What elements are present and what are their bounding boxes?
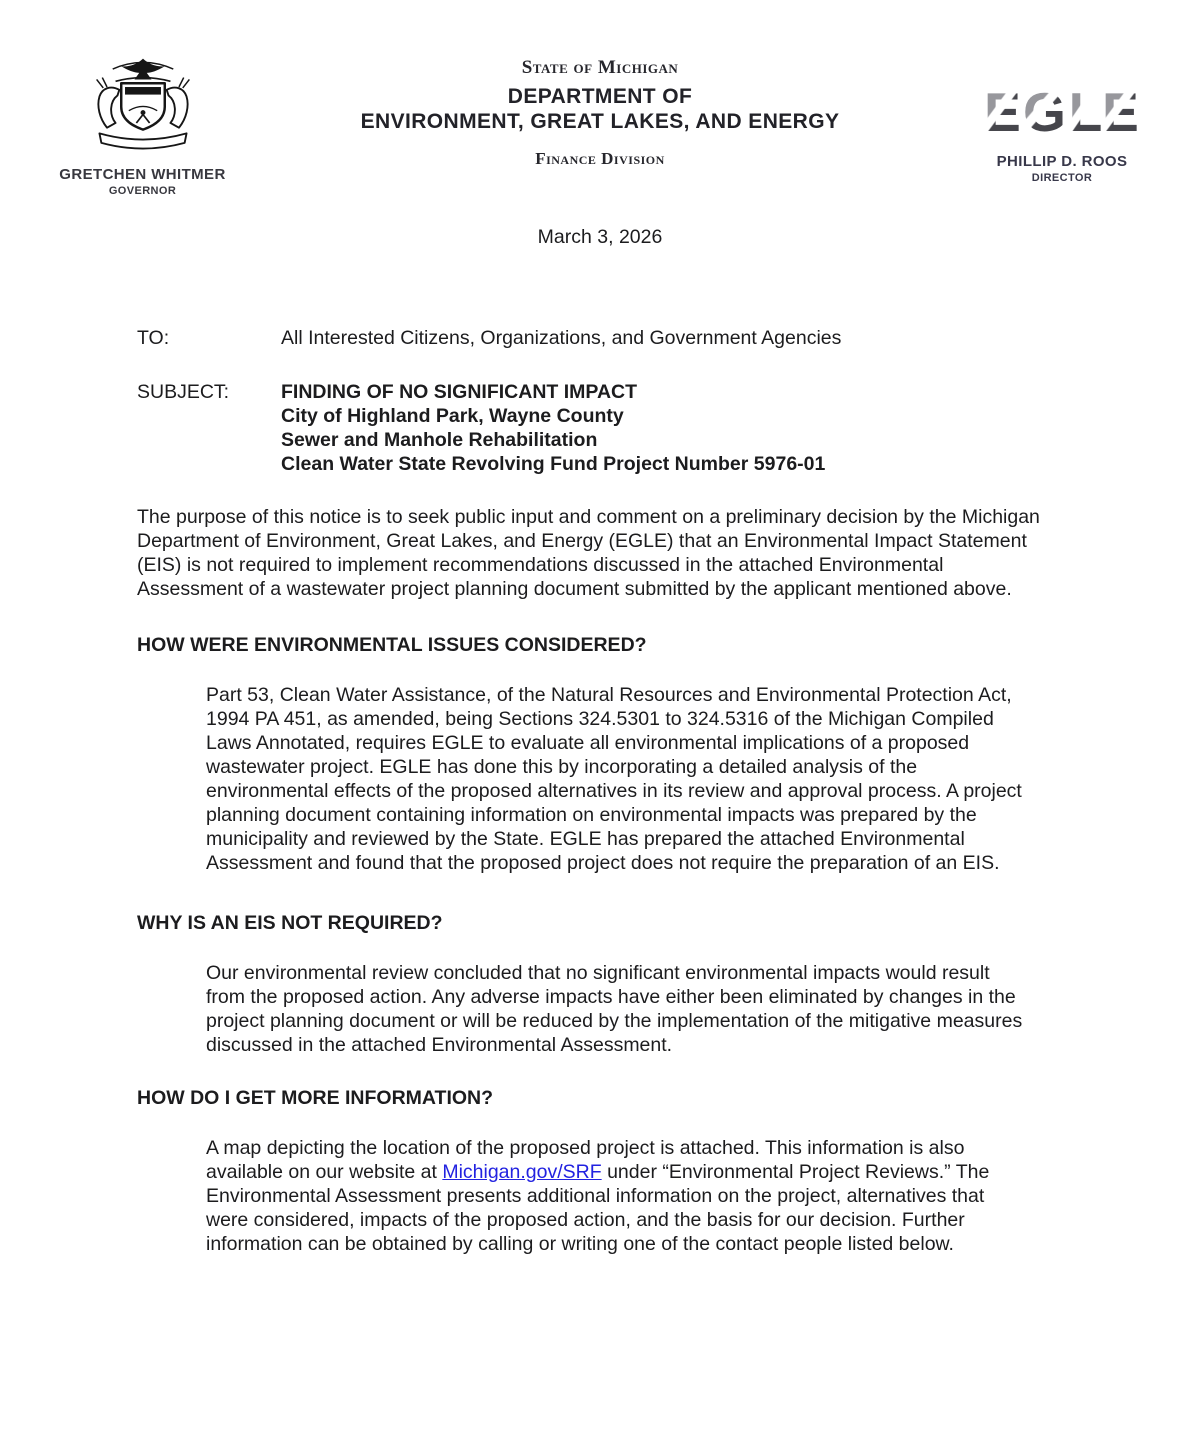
letter-body: [0, 326, 1200, 1256]
state-of-michigan-line: State of Michigan: [521, 57, 679, 78]
paragraph-more-information: [206, 1136, 1024, 1256]
heading-environmental-issues: HOW WERE ENVIRONMENTAL ISSUES CONSIDERED?: [137, 634, 647, 656]
governor-title: GOVERNOR: [108, 185, 177, 197]
paragraph-why-no-eis: Our environmental review concluded that no significant environmental impacts would result from the proposed action. Any adverse impacts have either been eliminated by changes in the project planning document or will be reduced by the implementation of the mitigative measures discussed in the attached Environmental Assessment.: [206, 962, 1023, 1056]
subject-label: SUBJECT:: [137, 381, 230, 403]
egle-letter-g: G: [1023, 82, 1066, 136]
egle-letter-e1: E: [984, 82, 1021, 136]
subject-line-3: Sewer and Manhole Rehabilitation: [281, 429, 598, 451]
subject-line-4: Clean Water State Revolving Fund Project Number 5976-01: [281, 453, 826, 475]
director-title: DIRECTOR: [1031, 172, 1093, 184]
more-info-text-before-link: A map depicting the location of the proposed project is attached. This information is also available on our website at: [206, 1137, 965, 1183]
intro-paragraph: The purpose of this notice is to seek public input and comment on a preliminary decision by the Michigan Department of Environment, Great Lakes, and Energy (EGLE) that an Environmental Impact Statement (EIS) is not required to implement recommendations discussed in the attached Environmental Assessment of a wastewater project planning document submitted by the applicant mentioned above.: [137, 506, 1040, 600]
department-line-2: ENVIRONMENT, GREAT LAKES, AND ENERGY: [360, 110, 840, 133]
michigan-gov-srf-link[interactable]: Michigan.gov/SRF: [442, 1161, 602, 1183]
egle-letter-l: L: [1068, 82, 1103, 136]
division-line: Finance Division: [535, 149, 665, 168]
egle-letter-e2: E: [1101, 82, 1139, 136]
department-line-1: DEPARTMENT OF: [507, 85, 693, 108]
letterhead: [0, 0, 1200, 208]
memo-subject-row: [137, 380, 1160, 476]
governor-name: GRETCHEN WHITMER: [59, 166, 226, 183]
to-value: All Interested Citizens, Organizations, and Government Agencies: [281, 327, 842, 349]
subject-value: [281, 380, 1061, 476]
more-info-text-after-link: under “Environmental Project Reviews.” The Environmental Assessment presents additional information on the project, alternatives that were considered, impacts of the proposed action, and the basis for our decision. Further information can be obtained by calling or writing one of the contact people listed below.: [206, 1161, 990, 1255]
letterhead-right: [972, 82, 1152, 184]
subject-line-2: City of Highland Park, Wayne County: [281, 405, 624, 427]
subject-line-1: FINDING OF NO SIGNIFICANT IMPACT: [281, 381, 638, 403]
to-label: TO:: [137, 327, 170, 349]
memo-to-row: [137, 326, 1160, 350]
paragraph-environmental-issues: Part 53, Clean Water Assistance, of the Natural Resources and Environmental Protection Act, 1994 PA 451, as amended, being Sections 324.5301 to 324.5316 of the Michigan Compiled Laws Annotated, requires EGLE to evaluate all environmental implications of a proposed wastewater project. EGLE has done this by incorporating a detailed analysis of the environmental effects of the proposed alternatives in its review and approval process. A project planning document containing information on environmental impacts was prepared by the municipality and reviewed by the State. EGLE has prepared the attached Environmental Assessment and found that the proposed project does not require the preparation of an EIS.: [206, 684, 1022, 874]
egle-logo-icon: [984, 82, 1140, 136]
heading-why-no-eis: WHY IS AN EIS NOT REQUIRED?: [137, 912, 443, 934]
director-name: PHILLIP D. ROOS: [996, 153, 1128, 170]
document-date: March 3, 2026: [537, 226, 663, 248]
heading-more-information: HOW DO I GET MORE INFORMATION?: [137, 1087, 494, 1109]
